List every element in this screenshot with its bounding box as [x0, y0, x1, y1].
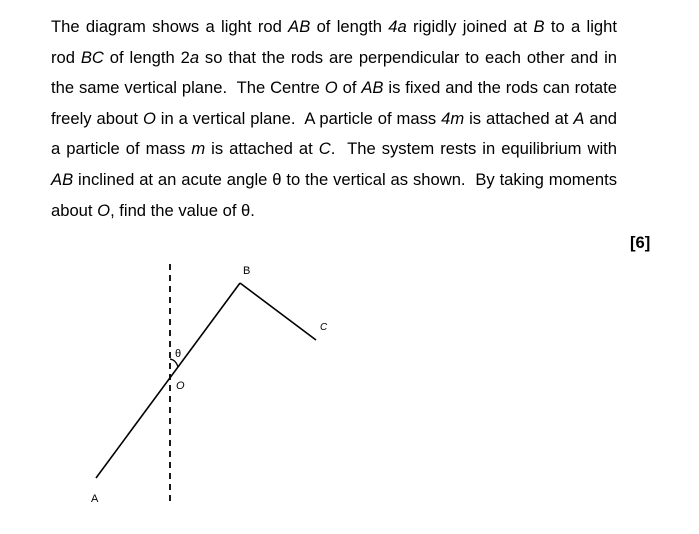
question-text-run: in a vertical plane. A particle of mass [155, 108, 442, 128]
question-italic-term: m [191, 139, 206, 159]
question-text-run: so that the rods are perpendicular to each other and in the same vertical plane. The Centre [51, 47, 622, 98]
question-text-run: to a light rod [51, 17, 622, 67]
label-o: O [176, 380, 185, 392]
label-a: A [91, 493, 99, 505]
question-italic-term: O [324, 78, 338, 98]
question-text-run: , find the value of θ. [110, 200, 255, 220]
question-italic-term: 4m [441, 108, 465, 128]
question-italic-term: 4a [388, 17, 407, 36]
rod-bc [240, 283, 316, 340]
question-italic-term: O [142, 108, 156, 128]
question-italic-term: AB [361, 78, 384, 98]
question-text-run: . The system rests in equilibrium with [330, 139, 622, 159]
angle-theta-arc [170, 359, 178, 367]
question-text-run: inclined at an acute angle θ to the vertical as shown. By taking moments about [51, 169, 622, 220]
question-italic-term: C [318, 139, 331, 159]
question-italic-term: O [97, 200, 111, 220]
marks-label: [6] [630, 233, 651, 252]
question-text-run: of length 2 [103, 47, 190, 67]
label-c: C [320, 322, 328, 333]
question-italic-term: AB [51, 169, 74, 189]
question-italic-term: A [573, 108, 585, 128]
question-italic-term: a [189, 47, 200, 67]
question-text-run: of length [310, 17, 389, 36]
question-italic-term: AB [288, 17, 311, 36]
rod-ab [96, 283, 240, 478]
question-text-run: The diagram shows a light rod [51, 17, 289, 36]
question-italic-term: BC [80, 47, 104, 67]
label-b: B [243, 265, 251, 277]
question-text-run: rigidly joined at [406, 17, 534, 36]
question-text-run: is attached at [205, 139, 319, 159]
question-text-run: and a particle of mass [51, 108, 622, 159]
question-text-run: is fixed and the rods can rotate freely about [51, 78, 622, 128]
label-theta: θ [175, 348, 182, 360]
question-italic-term: B [533, 17, 545, 36]
question-text-run: is attached at [464, 108, 574, 128]
question-text-run: of [337, 78, 362, 98]
